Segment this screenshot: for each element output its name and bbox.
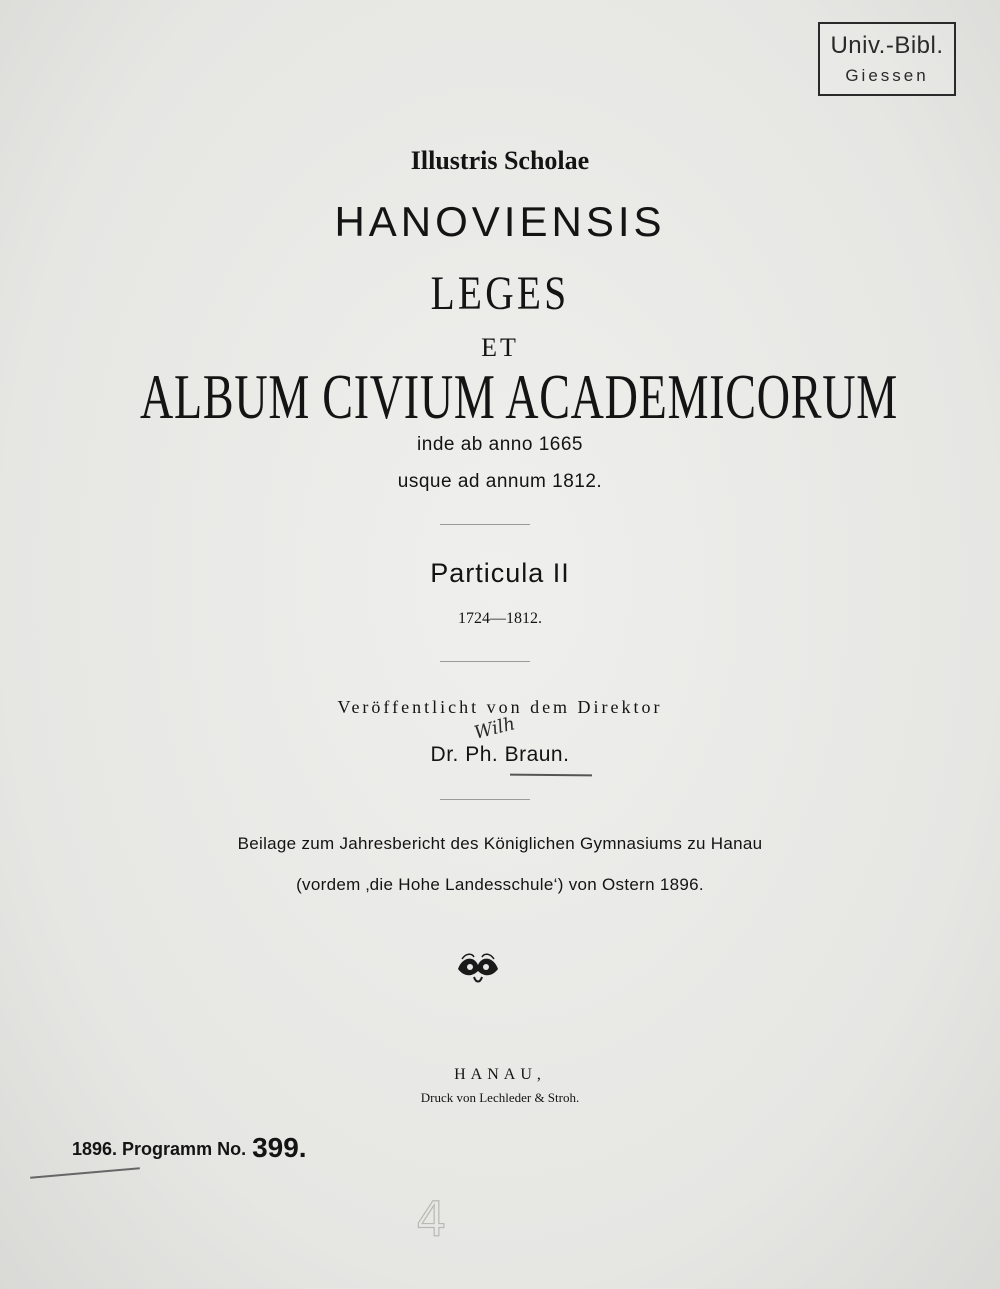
- program-number: 399.: [252, 1132, 307, 1163]
- pencil-stroke: [30, 1167, 140, 1179]
- supplement-line2: (vordem ‚die Hohe Landesschule‘) von Ostern 1896.: [296, 875, 704, 894]
- program-label: 1896. Programm No.: [72, 1139, 247, 1159]
- handwritten-insertion: Wilh: [472, 713, 518, 744]
- stamp-line1: Univ.-Bibl.: [830, 32, 944, 59]
- divider-rule: [440, 661, 530, 662]
- date-range-to: usque ad annum 1812.: [397, 471, 603, 492]
- title-line1: Illustris Scholae: [410, 146, 590, 175]
- supplement-line1: Beilage zum Jahresbericht des Königlichen Gymnasiums zu Hanau: [237, 834, 763, 853]
- date-range-from: inde ab anno 1665: [417, 434, 583, 455]
- stamp-line2: Giessen: [845, 66, 929, 85]
- title-line2: HANOVIENSIS: [334, 198, 666, 245]
- imprint-printer: Druck von Lechleder & Stroh.: [420, 1090, 580, 1105]
- divider-rule: [440, 799, 530, 800]
- title-line5: ALBUM CIVIUM ACADEMICORUM: [140, 361, 898, 432]
- title-line4: ET: [481, 333, 519, 362]
- pencil-underline: [510, 774, 592, 777]
- library-stamp: [818, 22, 956, 96]
- pencil-note: 4: [416, 1192, 447, 1248]
- ornament-icon: [452, 947, 504, 987]
- pencil-note-mark: [410, 1192, 450, 1252]
- divider-rule: [440, 524, 530, 525]
- author-name: Dr. Ph. Braun.: [430, 743, 570, 766]
- imprint-place: HANAU,: [454, 1066, 546, 1083]
- title-line3: LEGES: [430, 267, 570, 320]
- publisher-line: Veröffentlicht von dem Direktor: [337, 697, 663, 717]
- program-line: [72, 1132, 307, 1164]
- part-title: Particula II: [430, 558, 570, 588]
- part-years: 1724—1812.: [458, 610, 542, 627]
